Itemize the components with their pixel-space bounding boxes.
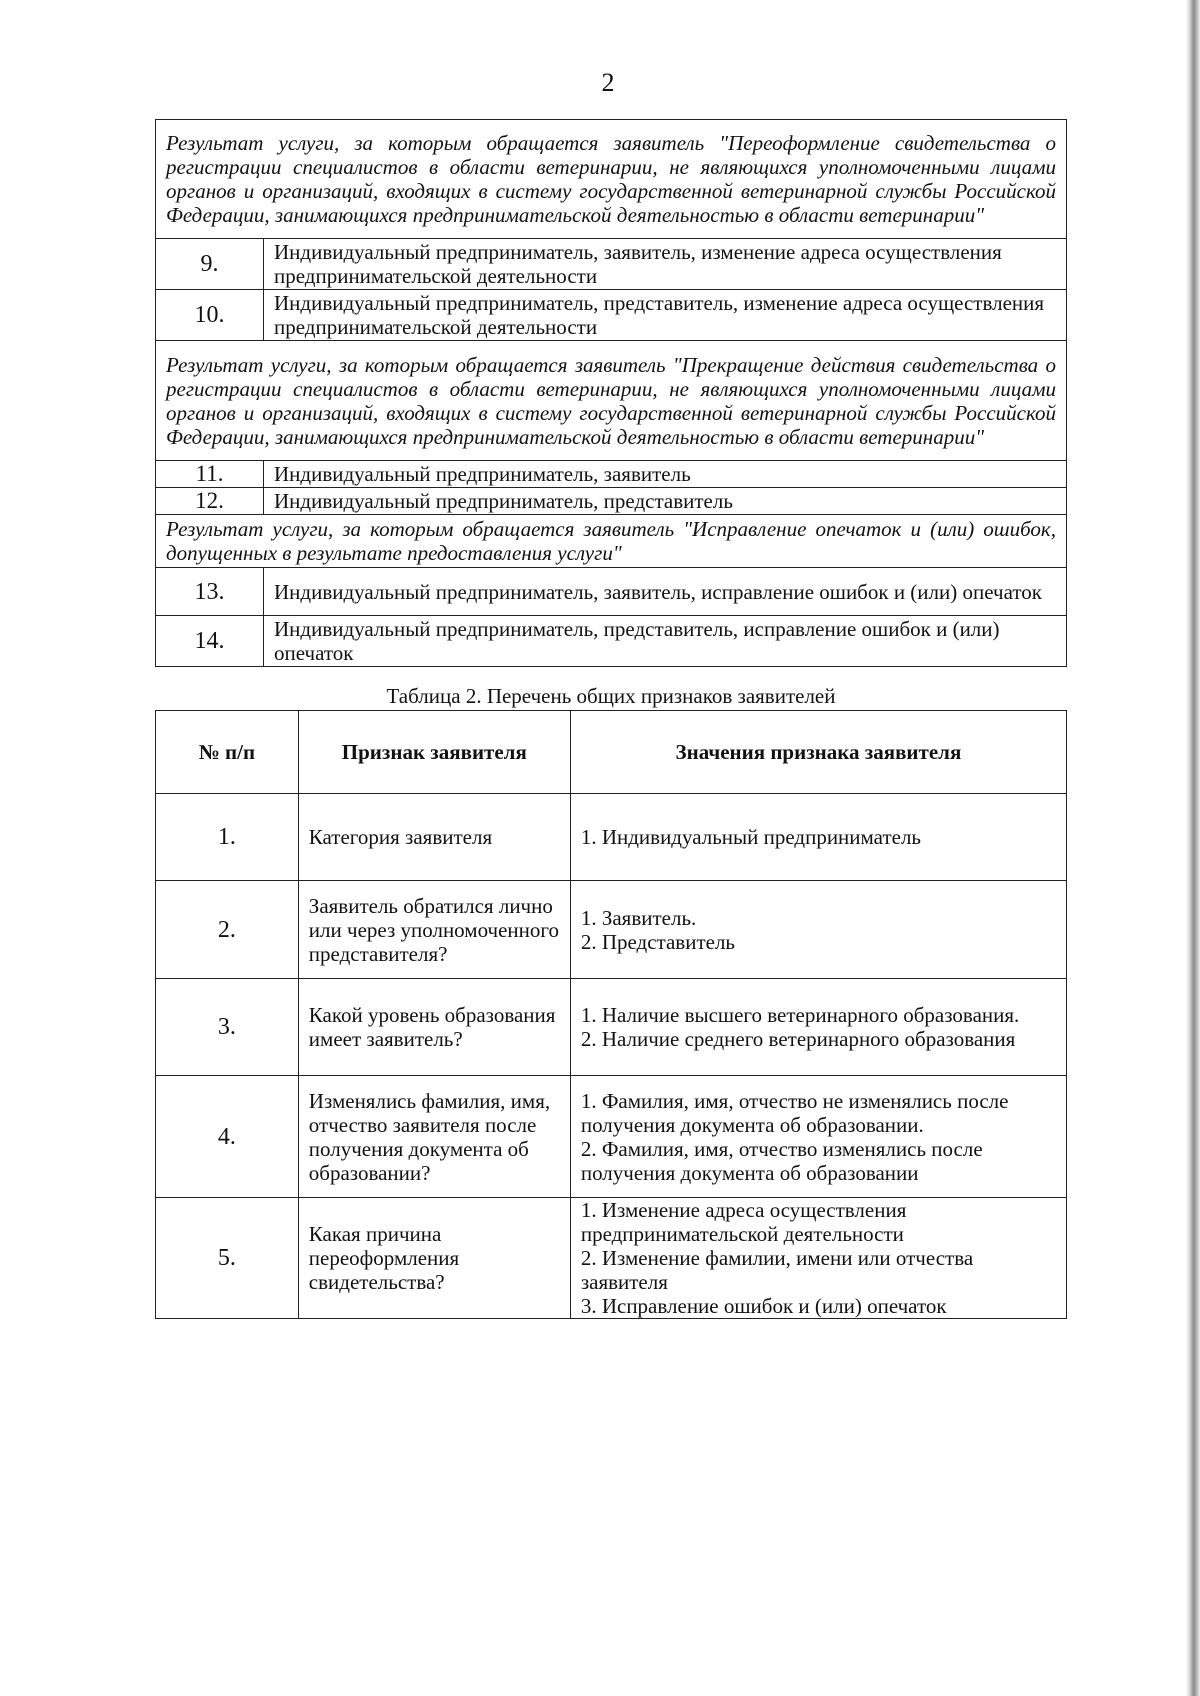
value-line: 1. Заявитель. — [580, 905, 697, 930]
table-row — [156, 1198, 1067, 1319]
table-row — [156, 616, 1067, 667]
table-row — [156, 239, 1067, 290]
value-line: 1. Фамилия, имя, отчество не изменялись после получения документа об образовании. — [580, 1088, 1009, 1137]
row-number: 2. — [156, 881, 299, 979]
applicant-signs-table — [155, 710, 1067, 1319]
row-number: 14. — [156, 616, 264, 667]
section-heading-row — [156, 120, 1067, 239]
values-cell — [570, 1076, 1066, 1198]
row-description: Индивидуальный предприниматель, представитель — [264, 488, 1067, 515]
table-row — [156, 881, 1067, 979]
row-number: 13. — [156, 568, 264, 616]
header-cell: Значения признака заявителя — [570, 711, 1066, 794]
section-heading: Результат услуги, за которым обращается заявитель "Прекращение действия свидетельства о регистрации специалистов в области ветеринарии, не являющихся уполномоченными лицами органов и организаций, входящих в систему государственной ветеринарной службы Российской Федерации, занимающихся предпринимательской деятельностью в области ветеринарии" — [156, 341, 1067, 461]
value-line: 2. Наличие среднего ветеринарного образования — [580, 1027, 1016, 1051]
values-cell — [570, 1198, 1066, 1319]
row-number: 9. — [156, 239, 264, 290]
row-number: 5. — [156, 1198, 299, 1319]
section-heading: Результат услуги, за которым обращается заявитель "Исправление опечаток и (или) ошибок, допущенных в результате предоставления услуги" — [156, 515, 1067, 568]
values-cell — [570, 881, 1066, 979]
sign-cell: Изменялись фамилия, имя, отчество заявителя после получения документа об образовании? — [298, 1076, 570, 1198]
sign-cell: Какой уровень образования имеет заявитель? — [298, 979, 570, 1076]
row-description: Индивидуальный предприниматель, заявитель — [264, 461, 1067, 488]
row-description: Индивидуальный предприниматель, представитель, исправление ошибок и (или) опечаток — [264, 616, 1067, 667]
sign-cell: Заявитель обратился лично или через уполномоченного представителя? — [298, 881, 570, 979]
row-description: Индивидуальный предприниматель, заявитель, изменение адреса осуществления предпринимательской деятельности — [264, 239, 1067, 290]
value-line: 1. Наличие высшего ветеринарного образования. — [580, 1003, 1020, 1027]
value-line: 1. Индивидуальный предприниматель — [580, 825, 922, 849]
table-row — [156, 568, 1067, 616]
applicant-variants-table — [155, 119, 1067, 667]
header-cell: Признак заявителя — [298, 711, 570, 794]
row-description: Индивидуальный предприниматель, представитель, изменение адреса осуществления предпринимательской деятельности — [264, 290, 1067, 341]
row-number: 10. — [156, 290, 264, 341]
scan-edge — [1186, 0, 1200, 1696]
table-row — [156, 979, 1067, 1076]
row-number: 1. — [156, 794, 299, 881]
table-caption: Таблица 2. Перечень общих признаков заявителей — [386, 684, 836, 708]
sign-cell: Какая причина переоформления свидетельства? — [298, 1198, 570, 1319]
row-number: 12. — [156, 488, 264, 515]
table-row — [156, 488, 1067, 515]
table-header-row — [156, 711, 1067, 794]
value-line: 2. Изменение фамилии, имени или отчества заявителя — [580, 1246, 974, 1294]
table-row — [156, 1076, 1067, 1198]
section-heading: Результат услуги, за которым обращается заявитель "Переоформление свидетельства о регистрации специалистов в области ветеринарии, не являющихся уполномоченными лицами органов и организаций, входящих в систему государственной ветеринарной службы Российской Федерации, занимающихся предпринимательской деятельностью в области ветеринарии" — [156, 120, 1067, 239]
values-cell — [570, 979, 1066, 1076]
value-line: 2. Представитель — [580, 929, 736, 954]
table-row — [156, 290, 1067, 341]
section-heading-row — [156, 515, 1067, 568]
value-line: 3. Исправление ошибок и (или) опечаток — [580, 1294, 947, 1318]
row-number: 4. — [156, 1076, 299, 1198]
row-description: Индивидуальный предприниматель, заявитель, исправление ошибок и (или) опечаток — [264, 568, 1067, 616]
value-line: 1. Изменение адреса осуществления предпринимательской деятельности — [580, 1198, 907, 1246]
sign-cell: Категория заявителя — [298, 794, 570, 881]
table-row — [156, 794, 1067, 881]
value-line: 2. Фамилия, имя, отчество изменялись после получения документа об образовании — [580, 1136, 983, 1185]
table-row — [156, 461, 1067, 488]
header-cell: № п/п — [156, 711, 299, 794]
row-number: 11. — [156, 461, 264, 488]
page-number: 2 — [601, 68, 615, 97]
row-number: 3. — [156, 979, 299, 1076]
values-cell — [570, 794, 1066, 881]
section-heading-row — [156, 341, 1067, 461]
